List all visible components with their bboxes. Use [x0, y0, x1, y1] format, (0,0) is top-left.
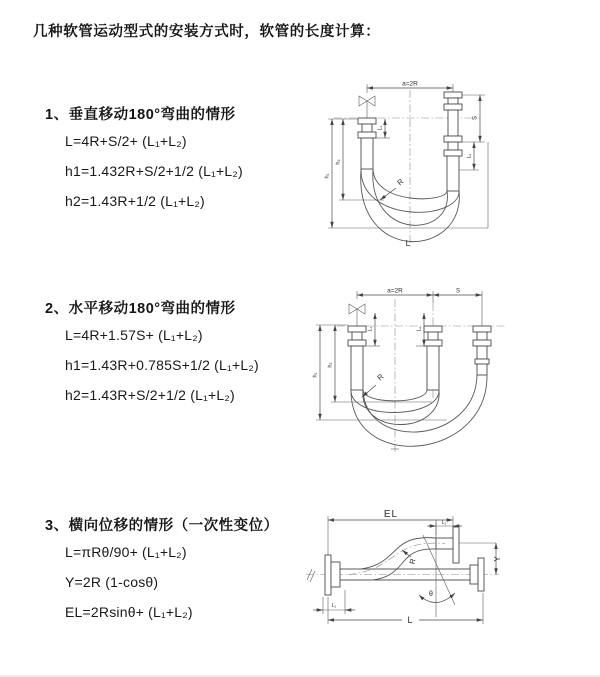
section-3-heading: 3、横向位移的情形（一次性变位）	[45, 518, 279, 534]
hose-curve	[348, 538, 445, 580]
valve-icon	[359, 96, 375, 118]
section-lateral-displacement	[45, 514, 279, 624]
formula-line: h2=1.43R+S/2+1/2 (L₁+L₂)	[65, 387, 235, 403]
length-label: L	[407, 615, 413, 625]
page-title: 几种软管运动型式的安装方式时，软管的长度计算：	[33, 24, 381, 40]
section-horizontal-180	[45, 297, 259, 407]
dim-label-s: S	[455, 288, 461, 295]
dim-label-l2: L₂	[441, 520, 447, 526]
dim-label-el: EL	[383, 509, 399, 520]
hose-end-fitting-right	[473, 326, 491, 375]
upper-flange	[436, 527, 459, 563]
dim-label-l1: L₁	[377, 125, 384, 131]
formula-line: Y=2R (1-cosθ)	[65, 574, 159, 590]
hose-end-fitting-left	[348, 326, 366, 390]
radius-label: R	[375, 371, 386, 383]
radius-label: R	[395, 176, 406, 188]
formula-line: L=4R+S/2+ (L₁+L₂)	[65, 133, 187, 149]
section-2-heading: 2、水平移动180°弯曲的情形	[45, 301, 236, 317]
hose-end-fitting-left	[358, 118, 376, 169]
dim-label-h2: h₂	[327, 362, 334, 368]
dim-label-l1: L₁	[331, 603, 337, 609]
formula-line: h2=1.43R+1/2 (L₁+L₂)	[65, 193, 205, 209]
dim-label-h1: h₁	[324, 173, 331, 179]
diagram-horizontal-180-bend	[312, 283, 597, 463]
dim-label-a2r: a=2R	[402, 80, 418, 88]
hose-curves	[351, 375, 487, 446]
dim-label-h1: h₁	[312, 372, 319, 378]
dim-label-h2: h₂	[335, 159, 342, 165]
diagram-lateral-displacement	[303, 505, 600, 640]
formula-line: L=πRθ/90+ (L₁+L₂)	[65, 544, 187, 560]
dim-label-l2: L₂	[416, 326, 423, 332]
dim-label-s: S	[472, 115, 479, 121]
section-vertical-180	[45, 103, 243, 213]
formula-line: h1=1.432R+S/2+1/2 (L₁+L₂)	[65, 163, 243, 179]
dim-label-l1: L₁	[367, 326, 374, 332]
left-flange	[325, 555, 340, 595]
hose-end-fitting-right	[444, 92, 462, 191]
diagram-vertical-180-bend	[318, 78, 574, 253]
radius-label: R	[407, 557, 418, 566]
formula-line: EL=2Rsinθ+ (L₁+L₂)	[65, 604, 193, 620]
pipe-break-icon	[307, 569, 315, 582]
dim-label-a2r: a=2R	[387, 287, 403, 295]
dim-label-l2: L₂	[466, 153, 473, 159]
formula-line: h1=1.43R+0.785S+1/2 (L₁+L₂)	[65, 357, 259, 373]
valve-icon	[349, 304, 365, 326]
section-1-heading: 1、垂直移动180°弯曲的情形	[45, 107, 236, 123]
formula-line: L=4R+1.57S+ (L₁+L₂)	[65, 327, 203, 343]
dim-label-y: Y	[493, 556, 502, 562]
hose-end-fitting-middle	[424, 326, 442, 390]
angle-label: θ	[429, 591, 433, 598]
right-flange	[470, 558, 484, 591]
length-label: L	[405, 238, 411, 248]
